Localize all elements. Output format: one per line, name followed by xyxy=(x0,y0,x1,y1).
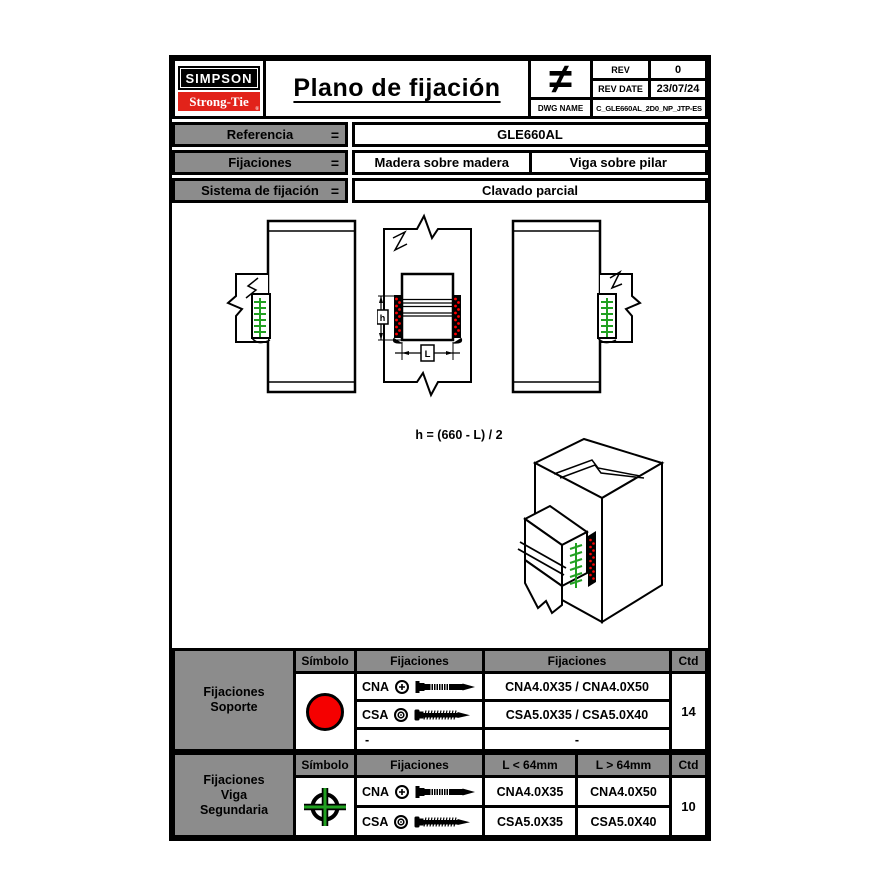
screw-icon xyxy=(414,707,476,723)
support-row-empty-name: - xyxy=(485,730,669,749)
fijaciones-values xyxy=(352,150,708,175)
right-side-view-svg xyxy=(499,210,644,405)
front-view-drawing xyxy=(377,212,494,400)
support-row-cna-name: CNA4.0X35 / CNA4.0X50 xyxy=(485,674,669,699)
isometric-view-svg xyxy=(504,435,699,647)
equals-sign: = xyxy=(330,154,339,171)
page-title: Plano de fijación xyxy=(266,61,528,116)
dimension-h-label: h xyxy=(379,313,386,323)
beam-row-csa-code: CSA xyxy=(357,808,482,835)
support-table-label: Fijaciones Soporte xyxy=(175,651,293,749)
logo-strongtie-text: Strong-Tie ® xyxy=(178,92,260,111)
support-header-fixings: Fijaciones xyxy=(357,651,482,671)
left-side-view-drawing xyxy=(224,210,369,405)
screw-head-icon xyxy=(393,707,409,723)
beam-fixings-table xyxy=(172,752,708,838)
nail-icon xyxy=(415,679,477,695)
support-header-fixings2: Fijaciones xyxy=(485,651,669,671)
sistema-label-cell: Sistema de fijación = xyxy=(172,178,348,203)
logo-simpson-text: SIMPSON xyxy=(178,66,260,90)
nail-head-icon xyxy=(394,784,410,800)
sistema-value: Clavado parcial xyxy=(352,178,708,203)
beam-row-cna-l-small: CNA4.0X35 xyxy=(485,778,575,805)
registered-mark: ® xyxy=(255,107,259,112)
fijaciones-value-left: Madera sobre madera xyxy=(374,155,509,170)
red-circle-symbol-icon xyxy=(306,693,344,731)
referencia-value: GLE660AL xyxy=(352,122,708,147)
rev-value: 0 xyxy=(651,61,705,78)
beam-row-csa-l-large: CSA5.0X40 xyxy=(578,808,669,835)
support-row-csa-name: CSA5.0X35 / CSA5.0X40 xyxy=(485,702,669,727)
dwg-name-label: DWG NAME xyxy=(531,100,590,116)
beam-table-label: Fijaciones Viga Segundaria xyxy=(175,755,293,835)
support-qty-value: 14 xyxy=(672,674,705,749)
support-header-qty: Ctd xyxy=(672,651,705,671)
right-side-view-drawing xyxy=(499,210,644,405)
beam-header-qty: Ctd xyxy=(672,755,705,775)
beam-header-l-large: L > 64mm xyxy=(578,755,669,775)
beam-row-cna-l-large: CNA4.0X50 xyxy=(578,778,669,805)
left-side-view-svg xyxy=(224,210,369,405)
support-row-csa-code: CSA xyxy=(357,702,482,727)
dimension-l-label: L xyxy=(424,349,431,360)
support-row-cna-code: CNA xyxy=(357,674,482,699)
front-view-svg xyxy=(377,212,494,400)
logo-cell xyxy=(175,61,263,116)
drawing-sheet xyxy=(169,55,711,841)
beam-header-symbol: Símbolo xyxy=(296,755,354,775)
fijaciones-value-right: Viga sobre pilar xyxy=(529,153,706,172)
dimension-formula: h = (660 - L) / 2 xyxy=(415,428,503,442)
isometric-view-drawing xyxy=(504,435,699,647)
fijaciones-label-cell: Fijaciones = xyxy=(172,150,348,175)
rev-date-value: 23/07/24 xyxy=(651,81,705,97)
screw-head-icon xyxy=(393,814,409,830)
rev-date-label: REV DATE xyxy=(593,81,648,97)
beam-header-fixings: Fijaciones xyxy=(357,755,482,775)
iso-hanger-plate xyxy=(588,531,596,587)
equals-sign: = xyxy=(330,126,339,143)
beam-header-l-small: L < 64mm xyxy=(485,755,575,775)
referencia-label-cell: Referencia = xyxy=(172,122,348,147)
simpson-strongtie-logo xyxy=(178,66,260,111)
nail-icon xyxy=(415,784,477,800)
dwg-name-value: C_GLE660AL_2D0_NP_JTP-ES xyxy=(593,100,705,116)
support-symbol-cell xyxy=(296,674,354,749)
beam-row-cna-code: CNA xyxy=(357,778,482,805)
support-header-symbol: Símbolo xyxy=(296,651,354,671)
screw-icon xyxy=(414,814,476,830)
support-fixings-table xyxy=(172,648,708,752)
beam-symbol-cell xyxy=(296,778,354,835)
rev-label: REV xyxy=(593,61,648,78)
beam-row-csa-l-small: CSA5.0X35 xyxy=(485,808,575,835)
nail-head-icon xyxy=(394,679,410,695)
title-block xyxy=(172,58,708,119)
beam-qty-value: 10 xyxy=(672,778,705,835)
crosshair-symbol-icon xyxy=(302,786,348,828)
projection-symbol-icon: ≠ xyxy=(531,61,590,97)
support-row-empty-code: - xyxy=(357,730,482,749)
equals-sign: = xyxy=(330,182,339,199)
